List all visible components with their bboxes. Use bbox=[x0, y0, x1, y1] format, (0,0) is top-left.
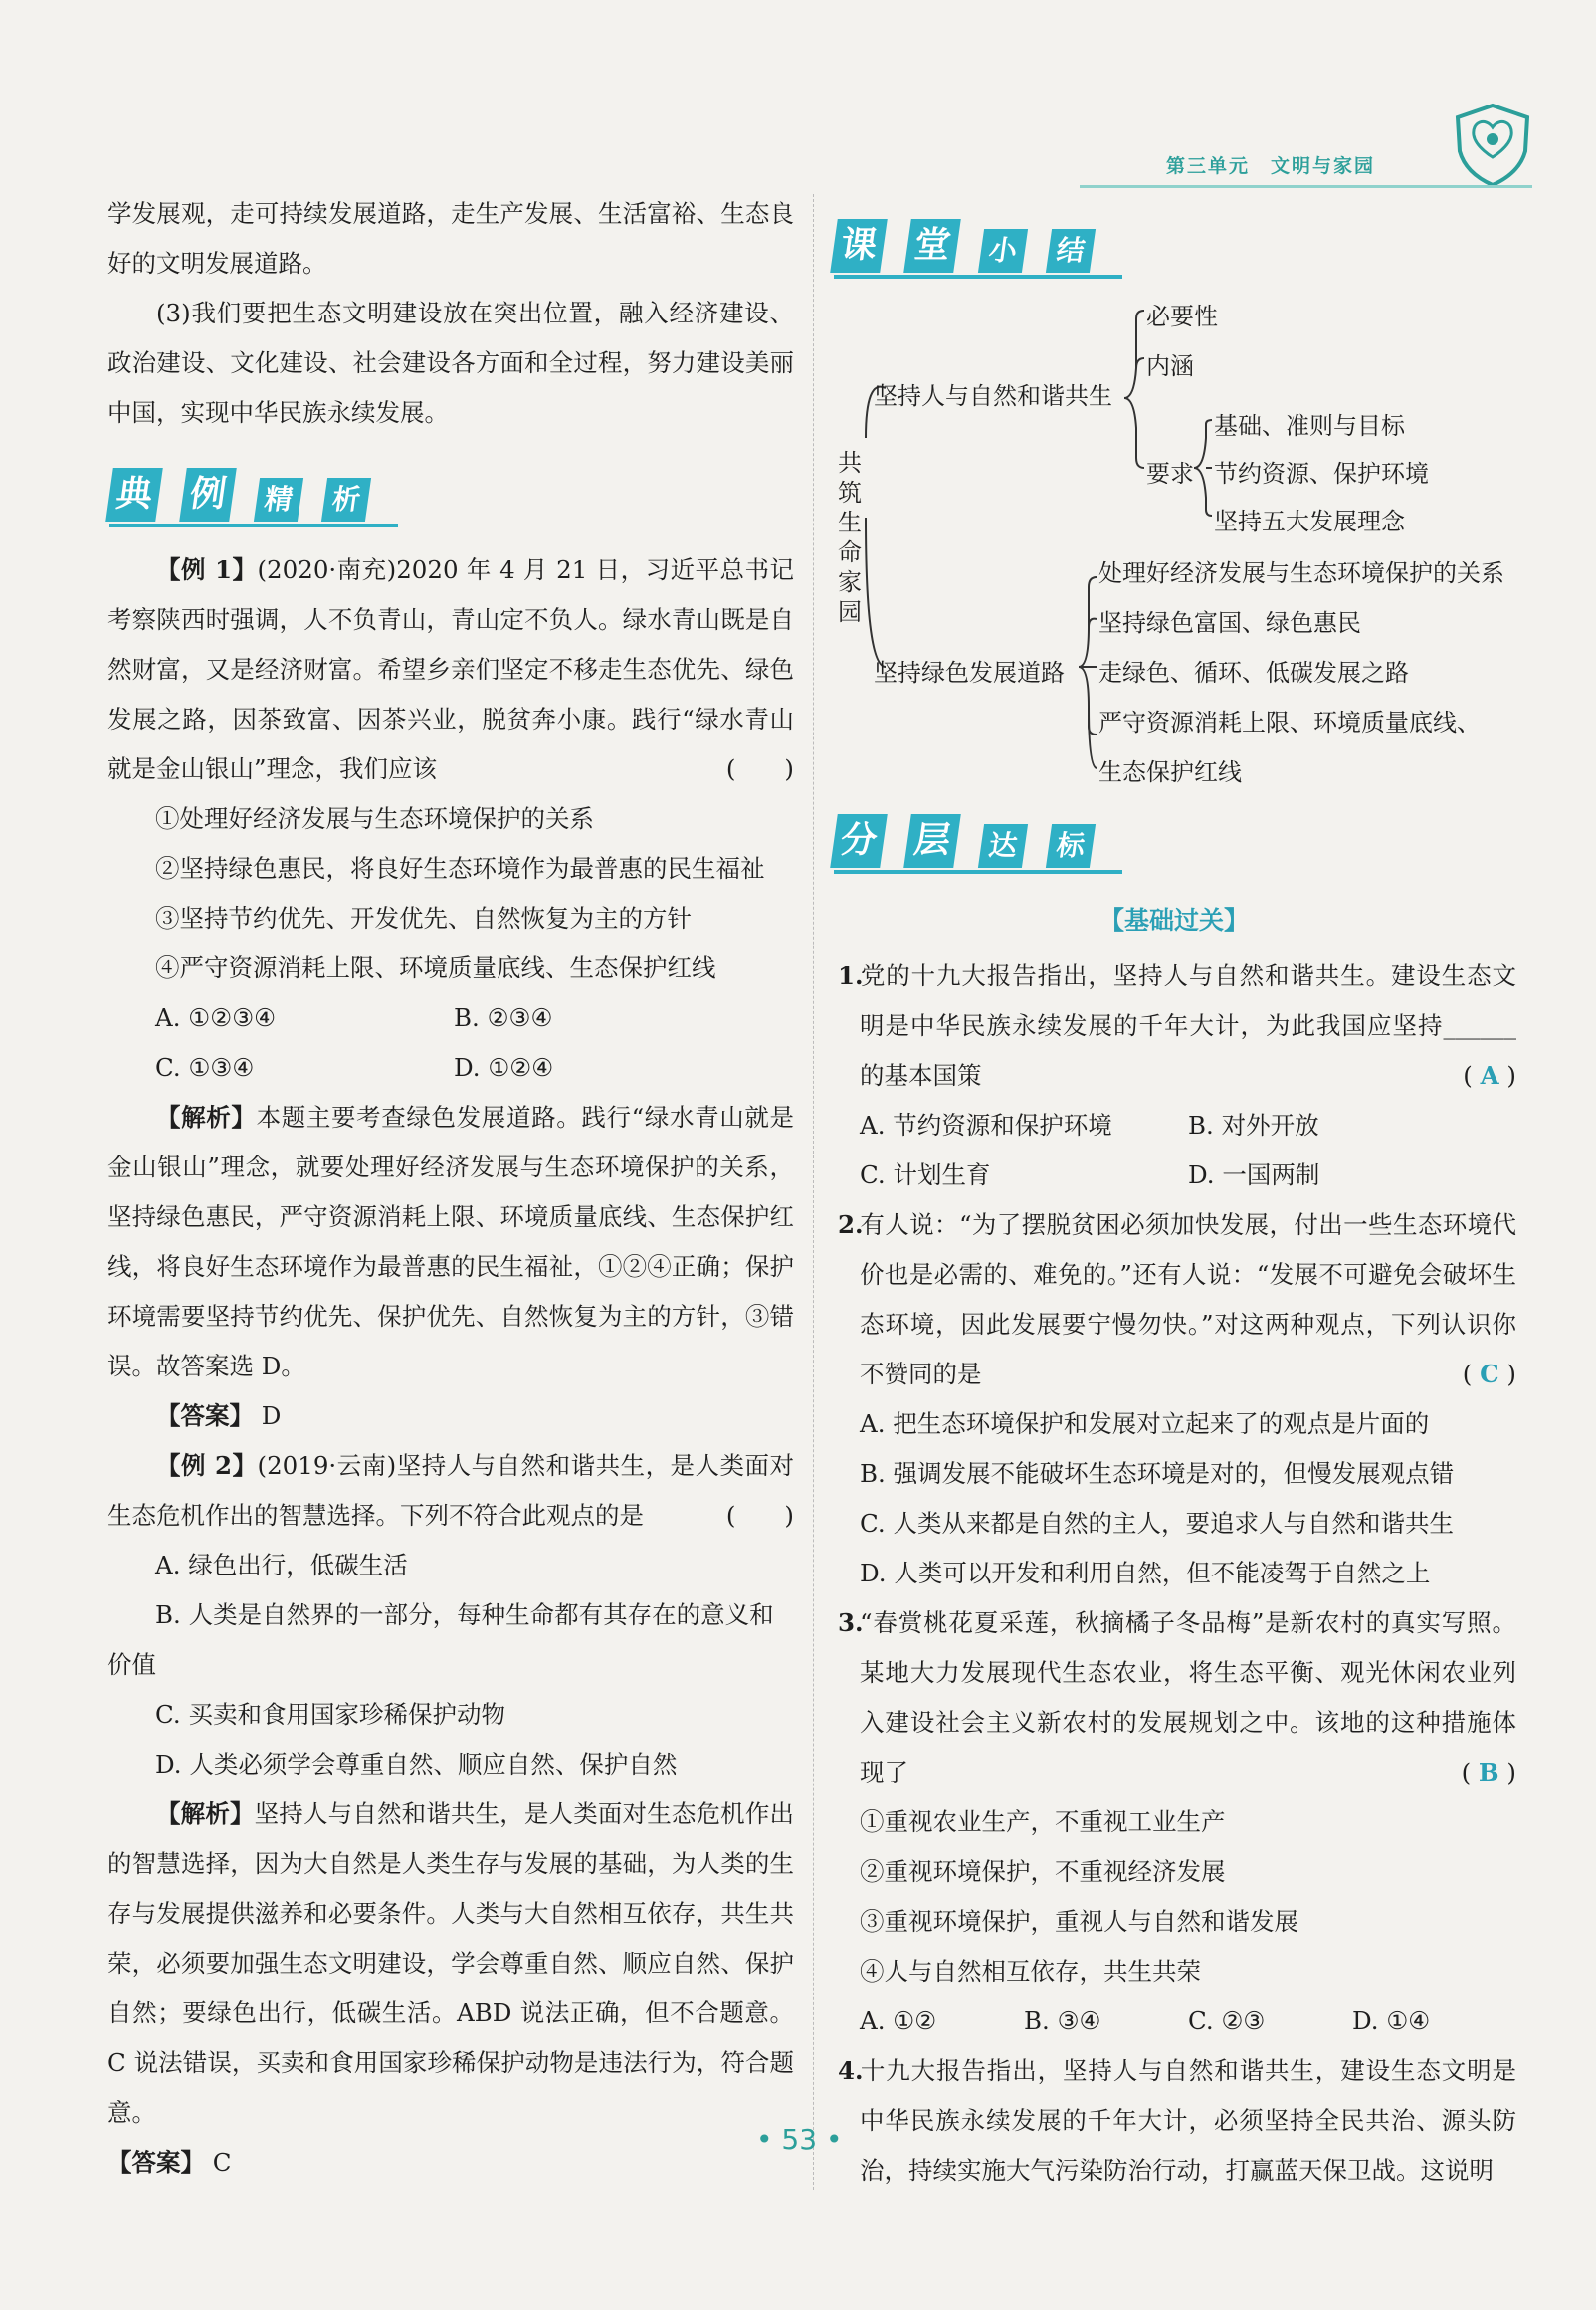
column-divider bbox=[813, 194, 814, 2190]
answer-value: D bbox=[261, 1401, 282, 1430]
mind-root: 共筑生命家园 bbox=[838, 449, 862, 626]
example-1-item: ②坚持绿色惠民，将良好生态环境作为最普惠的民生福祉 bbox=[155, 854, 765, 883]
question-stem bbox=[838, 2046, 1516, 2196]
mind-leaf: 坚持五大发展理念 bbox=[1214, 508, 1405, 535]
practice-questions bbox=[838, 951, 1516, 2196]
question-text: 有人说：“为了摆脱贫困必须加快发展，付出一些生态环境代价也是必需的、难免的。”还有人说：“发展不可避免会破坏生态环境，因此发展要宁慢勿快。”对这两种观点，下列认识你不赞同的是 bbox=[860, 1210, 1516, 1388]
analysis-text: 本题主要考查绿色发展道路。践行“绿水青山就是金山银山”理念，就要处理好经济发展与生态环境保护的关系，坚持绿色惠民，严守资源消耗上限、环境质量底线、生态保护红线，将良好生态环境作为最普惠的民生福祉，①②④正确；保护环境需要坚持节约优先、保护优先、自然恢复为主的方针，③错误。故答案选 D。 bbox=[107, 1103, 794, 1380]
mind-leaf: 坚持绿色富国、绿色惠民 bbox=[1098, 609, 1361, 637]
example-label: 【例 1】 bbox=[156, 555, 258, 584]
mind-leaf: 内涵 bbox=[1146, 352, 1194, 380]
options-row bbox=[860, 1151, 1516, 1200]
mind-branch: 坚持绿色发展道路 bbox=[874, 659, 1065, 687]
example-1-options-row bbox=[107, 1043, 794, 1093]
answer-paren: ( B ) bbox=[1461, 1758, 1516, 1786]
header-rule bbox=[1080, 185, 1532, 188]
page-number: • 53 • bbox=[756, 2123, 843, 2156]
banner-underline bbox=[834, 870, 1122, 874]
answer-paren: ( ) bbox=[725, 1501, 794, 1530]
mind-leaf: 处理好经济发展与生态环境保护的关系 bbox=[1098, 559, 1504, 587]
example-label: 【例 2】 bbox=[156, 1451, 258, 1480]
banner-char: 小 bbox=[978, 229, 1028, 273]
option: A. ①② bbox=[860, 2006, 937, 2035]
statement: ②重视环境保护，不重视经济发展 bbox=[860, 1857, 1226, 1886]
option: B. 对外开放 bbox=[1188, 1111, 1319, 1140]
banner-underline bbox=[834, 275, 1122, 279]
banner-underline bbox=[109, 524, 398, 527]
question-number: 3. bbox=[838, 1608, 864, 1637]
mind-branch: 坚持人与自然和谐共生 bbox=[874, 382, 1112, 410]
answer-label: 【答案】 bbox=[156, 1401, 254, 1430]
statement: ④人与自然相互依存，共生共荣 bbox=[860, 1957, 1201, 1986]
question-text: 党的十九大报告指出，坚持人与自然和谐共生。建设生态文明是中华民族永续发展的千年大计，为此我国应坚持______的基本国策 bbox=[860, 961, 1516, 1090]
options-row bbox=[860, 1996, 1516, 2046]
example-2-option: A. 绿色出行，低碳生活 bbox=[155, 1551, 408, 1579]
question-stem bbox=[838, 951, 1516, 1101]
example-1 bbox=[107, 545, 794, 794]
banner-char: 层 bbox=[903, 814, 961, 868]
question-3 bbox=[838, 1598, 1516, 2046]
banner-char: 课 bbox=[830, 219, 888, 273]
example-1-options-row bbox=[107, 993, 794, 1043]
statement: ③重视环境保护，重视人与自然和谐发展 bbox=[860, 1907, 1298, 1936]
options-row bbox=[860, 1101, 1516, 1151]
option: C. ①③④ bbox=[155, 1053, 255, 1082]
option: C. 人类从来都是自然的主人，要追求人与自然和谐共生 bbox=[860, 1509, 1454, 1538]
example-text: (2019·云南)坚持人与自然和谐共生，是人类面对生态危机作出的智慧选择。下列不符合此观点的是 bbox=[107, 1451, 794, 1530]
banner-char: 达 bbox=[978, 824, 1028, 868]
question-text: 十九大报告指出，坚持人与自然和谐共生，建设生态文明是中华民族永续发展的千年大计，必须坚持全民共治、源头防治，持续实施大气污染防治行动，打赢蓝天保卫战。这说明 bbox=[860, 2056, 1516, 2185]
question-stem bbox=[838, 1598, 1516, 1797]
banner-char: 析 bbox=[321, 478, 371, 522]
example-text: (2020·南充)2020 年 4 月 21 日，习近平总书记考察陕西时强调，人不负青山，青山定不负人。绿水青山既是自然财富，又是经济财富。希望乡亲们坚定不移走生态优先、绿色发展之路，因茶致富、因茶兴业，脱贫奔小康。践行“绿水青山就是金山银山”理念，我们应该 bbox=[107, 555, 795, 783]
option: D. 人类可以开发和利用自然，但不能凌驾于自然之上 bbox=[860, 1559, 1431, 1587]
option: B. ②③④ bbox=[454, 1003, 553, 1032]
left-intro bbox=[107, 189, 794, 438]
question-4 bbox=[838, 2046, 1516, 2196]
banner-typical-examples bbox=[109, 468, 398, 527]
banner-char: 堂 bbox=[903, 219, 961, 273]
example-2-option: C. 买卖和食用国家珍稀保护动物 bbox=[155, 1700, 505, 1729]
answer-letter: A bbox=[1480, 1061, 1499, 1090]
intro-paragraph-2: (3)我们要把生态文明建设放在突出位置，融入经济建设、政治建设、文化建设、社会建设各方面和全过程，努力建设美丽中国，实现中华民族永续发展。 bbox=[107, 299, 794, 427]
mind-leaf: 要求 bbox=[1146, 460, 1194, 488]
question-text: “春赏桃花夏采莲，秋摘橘子冬品梅”是新农村的真实写照。某地大力发展现代生态农业，将生态平衡、观光休闲农业列入建设社会主义新农村的发展规划之中。该地的这种措施体现了 bbox=[860, 1608, 1516, 1786]
mind-leaf: 节约资源、保护环境 bbox=[1214, 460, 1429, 488]
option: A. 节约资源和保护环境 bbox=[860, 1111, 1112, 1140]
question-1 bbox=[838, 951, 1516, 1200]
question-stem bbox=[838, 1200, 1516, 1399]
option: D. ①②④ bbox=[454, 1053, 554, 1082]
banner-char: 标 bbox=[1046, 824, 1096, 868]
school-shield-logo-icon bbox=[1448, 100, 1537, 189]
banner-char: 精 bbox=[254, 478, 303, 522]
analysis-label: 【解析】 bbox=[156, 1103, 257, 1132]
option: C. ②③ bbox=[1188, 2006, 1266, 2035]
banner-char: 典 bbox=[105, 468, 163, 522]
intro-paragraph-1: 学发展观，走可持续发展道路，走生产发展、生活富裕、生态良好的文明发展道路。 bbox=[107, 199, 794, 278]
option: D. ①④ bbox=[1352, 2006, 1431, 2035]
analysis-text: 坚持人与自然和谐共生，是人类面对生态危机作出的智慧选择，因为大自然是人类生存与发展的基础，为人类的生存与发展提供滋养和必要条件。人类与大自然相互依存，共生共荣，必须要加强生态文明建设，学会尊重自然、顺应自然、保护自然；要绿色出行，低碳生活。ABD 说法正确，但不合题意。C 说法错误，买卖和食用国家珍稀保护动物是违法行为，符合题意。 bbox=[107, 1799, 794, 2127]
banner-tiered-goals bbox=[834, 814, 1122, 874]
option: D. 一国两制 bbox=[1188, 1160, 1320, 1189]
option: B. 强调发展不能破坏生态环境是对的，但慢发展观点错 bbox=[860, 1459, 1455, 1488]
example-2-option: B. 人类是自然界的一部分，每种生命都有其存在的意义和价值 bbox=[107, 1600, 774, 1679]
option: C. 计划生育 bbox=[860, 1160, 991, 1189]
summary-mind-map bbox=[826, 289, 1522, 806]
option: A. 把生态环境保护和发展对立起来了的观点是片面的 bbox=[860, 1409, 1430, 1438]
option: B. ③④ bbox=[1024, 2006, 1101, 2035]
example-2-option: D. 人类必须学会尊重自然、顺应自然、保护自然 bbox=[155, 1750, 678, 1779]
mind-leaf: 走绿色、循环、低碳发展之路 bbox=[1098, 659, 1409, 687]
question-number: 4. bbox=[838, 2056, 864, 2085]
example-1-item: ①处理好经济发展与生态环境保护的关系 bbox=[155, 804, 594, 833]
analysis-label: 【解析】 bbox=[156, 1799, 255, 1828]
answer-paren: ( ) bbox=[725, 754, 794, 783]
example-1-item: ③坚持节约优先、开发优先、自然恢复为主的方针 bbox=[155, 904, 692, 933]
example-1-item: ④严守资源消耗上限、环境质量底线、生态保护红线 bbox=[155, 953, 716, 982]
example-1-answer bbox=[107, 1391, 794, 1441]
question-number: 2. bbox=[838, 1210, 864, 1239]
example-1-analysis bbox=[107, 1093, 794, 1391]
mind-leaf: 必要性 bbox=[1146, 303, 1218, 330]
answer-paren: ( A ) bbox=[1463, 1061, 1516, 1090]
example-2-analysis bbox=[107, 1789, 794, 2138]
example-2 bbox=[107, 1441, 794, 1541]
answer-letter: B bbox=[1478, 1758, 1499, 1786]
statement: ①重视农业生产，不重视工业生产 bbox=[860, 1807, 1226, 1836]
banner-class-summary bbox=[834, 219, 1122, 279]
mind-leaf: 生态保护红线 bbox=[1098, 758, 1242, 786]
answer-label: 【答案】 bbox=[107, 2148, 205, 2177]
example-2-answer bbox=[107, 2138, 794, 2188]
question-2 bbox=[838, 1200, 1516, 1598]
answer-letter: C bbox=[1480, 1360, 1499, 1388]
unit-header: 第三单元 文明与家园 bbox=[1166, 155, 1376, 177]
answer-value: C bbox=[212, 2148, 232, 2177]
answer-paren: ( C ) bbox=[1462, 1360, 1516, 1388]
basic-section-title: 【基础过关】 bbox=[1098, 906, 1249, 935]
question-number: 1. bbox=[838, 961, 864, 990]
banner-char: 例 bbox=[179, 468, 237, 522]
option: A. ①②③④ bbox=[155, 1003, 277, 1032]
mind-leaf: 基础、准则与目标 bbox=[1214, 412, 1405, 440]
banner-char: 结 bbox=[1046, 229, 1096, 273]
mind-leaf: 严守资源消耗上限、环境质量底线、 bbox=[1098, 709, 1481, 736]
examples-section bbox=[107, 545, 794, 2188]
banner-char: 分 bbox=[830, 814, 888, 868]
